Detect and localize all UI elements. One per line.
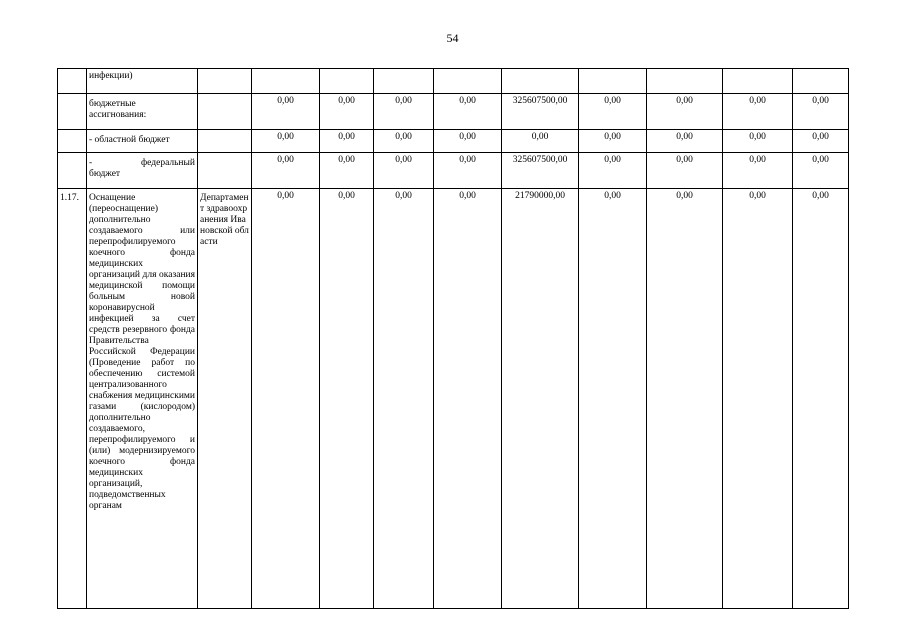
table-row <box>58 153 849 189</box>
value-cell: 0,00 <box>320 189 374 609</box>
value-cell: 0,00 <box>647 189 723 609</box>
value-cell: 0,00 <box>723 94 793 130</box>
row-name-word: федеральный <box>141 158 195 168</box>
row-executor: Департамент здравоохранения Ивановской области <box>198 189 252 609</box>
value-cell <box>502 69 579 94</box>
value-cell: 0,00 <box>320 94 374 130</box>
value-cell: 0,00 <box>252 94 320 130</box>
row-index: 1.17. <box>58 189 87 609</box>
table-row <box>58 189 849 609</box>
row-name-prefix: - <box>89 158 93 168</box>
row-name <box>87 153 198 189</box>
row-index <box>58 69 87 94</box>
value-cell <box>647 69 723 94</box>
value-cell: 0,00 <box>434 94 502 130</box>
value-cell: 0,00 <box>252 153 320 189</box>
table-row <box>58 69 849 94</box>
value-cell: 0,00 <box>320 153 374 189</box>
value-cell: 0,00 <box>793 153 849 189</box>
value-cell: 0,00 <box>374 130 434 153</box>
value-cell <box>579 69 647 94</box>
row-name: - областной бюджет <box>87 130 198 153</box>
value-cell: 0,00 <box>723 153 793 189</box>
budget-table <box>57 68 849 609</box>
row-index <box>58 153 87 189</box>
value-cell: 0,00 <box>502 130 579 153</box>
value-cell: 0,00 <box>434 130 502 153</box>
value-cell: 0,00 <box>252 189 320 609</box>
value-cell <box>320 69 374 94</box>
value-cell: 0,00 <box>579 94 647 130</box>
row-executor <box>198 130 252 153</box>
value-cell: 0,00 <box>723 189 793 609</box>
row-name: инфекции) <box>87 69 198 94</box>
row-executor <box>198 153 252 189</box>
table-row <box>58 130 849 153</box>
value-cell: 0,00 <box>374 153 434 189</box>
value-cell: 0,00 <box>647 130 723 153</box>
value-cell: 0,00 <box>434 189 502 609</box>
row-executor <box>198 69 252 94</box>
value-cell: 0,00 <box>793 130 849 153</box>
value-cell: 0,00 <box>374 189 434 609</box>
value-cell <box>793 69 849 94</box>
value-cell: 0,00 <box>252 130 320 153</box>
row-name: бюджетные ассигнования: <box>87 94 198 130</box>
value-cell: 0,00 <box>793 189 849 609</box>
row-name-rest: бюджет <box>89 169 121 179</box>
value-cell: 0,00 <box>579 130 647 153</box>
value-cell: 0,00 <box>647 94 723 130</box>
value-cell: 0,00 <box>320 130 374 153</box>
value-cell: 325607500,00 <box>502 153 579 189</box>
value-cell: 21790000,00 <box>502 189 579 609</box>
row-index <box>58 94 87 130</box>
row-index <box>58 130 87 153</box>
value-cell: 0,00 <box>579 189 647 609</box>
value-cell: 0,00 <box>434 153 502 189</box>
value-cell <box>252 69 320 94</box>
value-cell: 0,00 <box>374 94 434 130</box>
value-cell <box>723 69 793 94</box>
value-cell <box>434 69 502 94</box>
value-cell: 0,00 <box>579 153 647 189</box>
page-number: 54 <box>446 31 459 45</box>
value-cell: 0,00 <box>723 130 793 153</box>
value-cell <box>374 69 434 94</box>
row-name: Оснащение (переоснащение) дополнительно создаваемого или перепрофилируемого коечного фонда медицинских организаций для оказания медицинской помощи больным новой коронавирусной инфекцией за счет средств резервного фонда Правительства Российской Федерации (Проведение работ по обеспечению системой централизованного снабжения медицинскими газами (кислородом) дополнительно создаваемого, перепрофилируемого и (или) модернизируемого коечного фонда медицинских организаций, подведомственных органам <box>87 189 198 609</box>
value-cell: 0,00 <box>647 153 723 189</box>
value-cell: 0,00 <box>793 94 849 130</box>
row-executor <box>198 94 252 130</box>
table-row <box>58 94 849 130</box>
value-cell: 325607500,00 <box>502 94 579 130</box>
